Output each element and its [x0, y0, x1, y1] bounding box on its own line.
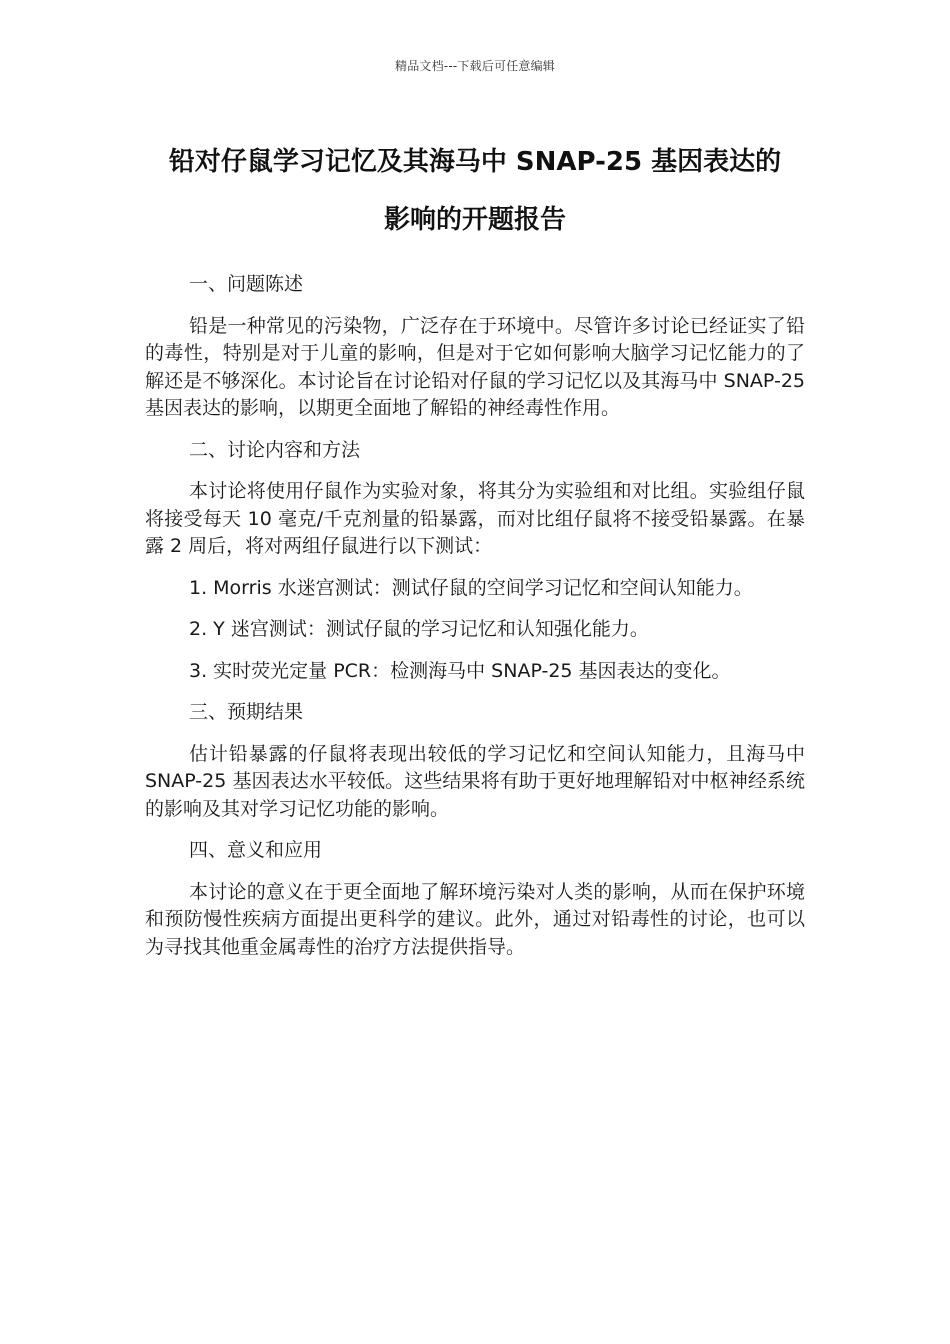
method-list-item: 3. 实时荧光定量 PCR：检测海马中 SNAP-25 基因表达的变化。 — [189, 659, 731, 682]
document-title — [100, 133, 850, 249]
section-paragraph-problem: 铅是一种常见的污染物，广泛存在于环境中。尽管许多讨论已经证实了铅的毒性，特别是对于儿童的影响，但是对于它如何影响大脑学习记忆能力的了解还是不够深化。本讨论旨在讨论铅对仔鼠的学习记忆以及其海马中 SNAP-25 基因表达的影响，以期更全面地了解铅的神经毒性作用。 — [145, 314, 805, 419]
document-body — [145, 271, 805, 975]
section-paragraph-expected: 估计铅暴露的仔鼠将表现出较低的学习记忆和空间认知能力，且海马中 SNAP-25 基因表达水平较低。这些结果将有助于更好地理解铅对中枢神经系统的影响及其对学习记忆功能的影响。 — [145, 742, 805, 820]
section-heading-problem: 一、问题陈述 — [189, 273, 304, 295]
method-list-item: 2. Y 迷宫测试：测试仔鼠的学习记忆和认知强化能力。 — [189, 618, 649, 640]
method-list-item: 1. Morris 水迷宫测试：测试仔鼠的空间学习记忆和空间认知能力。 — [189, 576, 753, 599]
section-heading-methods: 二、讨论内容和方法 — [189, 438, 361, 461]
section-paragraph-methods: 本讨论将使用仔鼠作为实验对象，将其分为实验组和对比组。实验组仔鼠将接受每天 10 毫克/千克剂量的铅暴露，而对比组仔鼠将不接受铅暴露。在暴露 2 周后，将对两组仔鼠进行以下测试： — [145, 480, 805, 557]
title-line-1: 铅对仔鼠学习记忆及其海马中 SNAP-25 基因表达的 — [168, 147, 782, 177]
section-heading-expected: 三、预期结果 — [189, 701, 304, 723]
section-paragraph-significance: 本讨论的意义在于更全面地了解环境污染对人类的影响，从而在保护环境和预防慢性疾病方面提出更科学的建议。此外，通过对铅毒性的讨论，也可以为寻找其他重金属毒性的治疗方法提供指导。 — [145, 880, 805, 958]
section-heading-significance: 四、意义和应用 — [189, 839, 323, 861]
header-note: 精品文档---下载后可任意编辑 — [395, 59, 555, 73]
title-line-2: 影响的开题报告 — [383, 205, 566, 235]
